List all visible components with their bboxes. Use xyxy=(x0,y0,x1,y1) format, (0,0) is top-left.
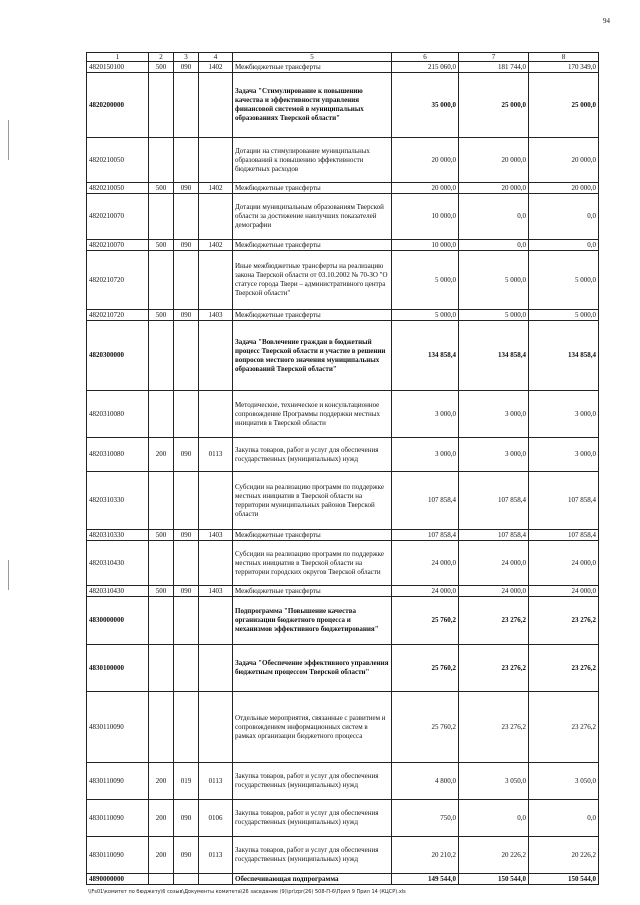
item-name-cell: Межбюджетные трансферты xyxy=(233,586,392,597)
item-name-cell: Закупка товаров, работ и услуг для обеспечения государственных (муниципальных) нужд xyxy=(233,438,392,472)
amount-year2-cell: 5 000,0 xyxy=(459,251,529,310)
department-cell xyxy=(174,541,199,586)
department-cell xyxy=(174,874,199,885)
amount-year3-cell: 20 000,0 xyxy=(529,138,599,183)
table-row xyxy=(87,73,599,138)
expense-type-cell xyxy=(149,597,174,645)
amount-year3-cell: 134 858,4 xyxy=(529,321,599,391)
amount-year2-cell: 23 276,2 xyxy=(459,692,529,763)
item-name-cell: Дотации муниципальным образованиям Тверской области за достижение наилучших показателей демографии xyxy=(233,194,392,240)
expense-type-cell: 500 xyxy=(149,240,174,251)
expense-type-cell xyxy=(149,391,174,438)
item-name-cell: Закупка товаров, работ и услуг для обеспечения государственных (муниципальных) нужд xyxy=(233,837,392,874)
amount-year1-cell: 20 000,0 xyxy=(392,138,459,183)
amount-year3-cell: 20 226,2 xyxy=(529,837,599,874)
budget-code-cell: 4830000000 xyxy=(87,597,149,645)
item-name-cell: Межбюджетные трансферты xyxy=(233,240,392,251)
header-cell: 8 xyxy=(529,53,599,62)
section-cell: 1403 xyxy=(199,310,233,321)
department-cell xyxy=(174,194,199,240)
amount-year1-cell: 10 000,0 xyxy=(392,194,459,240)
amount-year3-cell: 23 276,2 xyxy=(529,692,599,763)
department-cell: 090 xyxy=(174,240,199,251)
header-cell: 1 xyxy=(87,53,149,62)
budget-code-cell: 4820310330 xyxy=(87,530,149,541)
budget-code-cell: 4820210050 xyxy=(87,138,149,183)
expense-type-cell xyxy=(149,73,174,138)
table-row xyxy=(87,138,599,183)
budget-table xyxy=(86,52,599,885)
department-cell xyxy=(174,597,199,645)
budget-code-cell: 4820310430 xyxy=(87,586,149,597)
item-name-cell: Подпрограмма "Повышение качества организации бюджетного процесса и механизмов эффективного бюджетирования" xyxy=(233,597,392,645)
item-name-cell: Субсидии на реализацию программ по поддержке местных инициатив в Тверской области на территории муниципальных районов Тверской области xyxy=(233,472,392,530)
expense-type-cell: 200 xyxy=(149,800,174,837)
amount-year2-cell: 0,0 xyxy=(459,240,529,251)
budget-code-cell: 4830100000 xyxy=(87,645,149,692)
amount-year2-cell: 23 276,2 xyxy=(459,645,529,692)
expense-type-cell xyxy=(149,874,174,885)
amount-year2-cell: 150 544,0 xyxy=(459,874,529,885)
amount-year2-cell: 181 744,0 xyxy=(459,62,529,73)
expense-type-cell: 500 xyxy=(149,310,174,321)
item-name-cell: Методическое, техническое и консультационное сопровождение Программы поддержки местных инициатив в Тверской области xyxy=(233,391,392,438)
section-cell xyxy=(199,692,233,763)
amount-year3-cell: 107 858,4 xyxy=(529,472,599,530)
amount-year3-cell: 25 000,0 xyxy=(529,73,599,138)
table-row xyxy=(87,194,599,240)
department-cell xyxy=(174,645,199,692)
item-name-cell: Обеспечивающая подпрограмма xyxy=(233,874,392,885)
expense-type-cell: 200 xyxy=(149,763,174,800)
expense-type-cell xyxy=(149,251,174,310)
amount-year3-cell: 150 544,0 xyxy=(529,874,599,885)
budget-code-cell: 4820310430 xyxy=(87,541,149,586)
amount-year2-cell: 23 276,2 xyxy=(459,597,529,645)
amount-year1-cell: 3 000,0 xyxy=(392,391,459,438)
table-row xyxy=(87,62,599,73)
amount-year1-cell: 20 210,2 xyxy=(392,837,459,874)
amount-year2-cell: 24 000,0 xyxy=(459,541,529,586)
table-row xyxy=(87,645,599,692)
header-row xyxy=(87,53,599,62)
table-row xyxy=(87,472,599,530)
amount-year1-cell: 750,0 xyxy=(392,800,459,837)
header-cell: 4 xyxy=(199,53,233,62)
section-cell: 1403 xyxy=(199,586,233,597)
section-cell xyxy=(199,194,233,240)
section-cell xyxy=(199,472,233,530)
margin-mark xyxy=(8,120,9,160)
budget-code-cell: 4890000000 xyxy=(87,874,149,885)
amount-year1-cell: 35 000,0 xyxy=(392,73,459,138)
budget-code-cell: 4820310080 xyxy=(87,391,149,438)
amount-year1-cell: 107 858,4 xyxy=(392,530,459,541)
section-cell xyxy=(199,645,233,692)
table-row xyxy=(87,586,599,597)
amount-year2-cell: 25 000,0 xyxy=(459,73,529,138)
table-row xyxy=(87,800,599,837)
item-name-cell: Задача "Обеспечение эффективного управления бюджетным процессом Тверской области" xyxy=(233,645,392,692)
expense-type-cell xyxy=(149,645,174,692)
amount-year3-cell: 23 276,2 xyxy=(529,645,599,692)
section-cell xyxy=(199,73,233,138)
department-cell: 090 xyxy=(174,530,199,541)
section-cell xyxy=(199,138,233,183)
section-cell: 1403 xyxy=(199,530,233,541)
amount-year1-cell: 10 000,0 xyxy=(392,240,459,251)
amount-year1-cell: 24 000,0 xyxy=(392,586,459,597)
section-cell xyxy=(199,874,233,885)
amount-year3-cell: 3 000,0 xyxy=(529,391,599,438)
amount-year1-cell: 24 000,0 xyxy=(392,541,459,586)
budget-code-cell: 4820200000 xyxy=(87,73,149,138)
amount-year3-cell: 24 000,0 xyxy=(529,541,599,586)
expense-type-cell: 200 xyxy=(149,438,174,472)
department-cell: 090 xyxy=(174,438,199,472)
section-cell xyxy=(199,541,233,586)
expense-type-cell: 500 xyxy=(149,530,174,541)
budget-code-cell: 4820210720 xyxy=(87,251,149,310)
item-name-cell: Дотации на стимулирование муниципальных образований к повышению эффективности бюджетных расходов xyxy=(233,138,392,183)
amount-year1-cell: 215 060,0 xyxy=(392,62,459,73)
department-cell xyxy=(174,391,199,438)
amount-year2-cell: 20 000,0 xyxy=(459,138,529,183)
section-cell: 1402 xyxy=(199,183,233,194)
amount-year3-cell: 0,0 xyxy=(529,240,599,251)
budget-code-cell: 4820300000 xyxy=(87,321,149,391)
item-name-cell: Иные межбюджетные трансферты на реализацию закона Тверской области от 03.10.2002 № 70-ЗО "О статусе города Твери – административного центра Тверской области" xyxy=(233,251,392,310)
expense-type-cell xyxy=(149,541,174,586)
amount-year2-cell: 20 226,2 xyxy=(459,837,529,874)
item-name-cell: Задача "Стимулирование к повышению качества и эффективности управления финансовой системой в муниципальных образованиях Тверской области" xyxy=(233,73,392,138)
amount-year2-cell: 134 858,4 xyxy=(459,321,529,391)
amount-year3-cell: 3 050,0 xyxy=(529,763,599,800)
table-row xyxy=(87,530,599,541)
margin-mark xyxy=(8,560,9,590)
item-name-cell: Отдельные мероприятия, связанные с развитием и сопровождением информационных систем в рамках организации бюджетного процесса xyxy=(233,692,392,763)
section-cell: 1402 xyxy=(199,62,233,73)
amount-year2-cell: 3 000,0 xyxy=(459,391,529,438)
amount-year2-cell: 0,0 xyxy=(459,194,529,240)
department-cell xyxy=(174,692,199,763)
section-cell: 0106 xyxy=(199,800,233,837)
file-path-footer: \\Fs01\комитет по бюджету\6 созыв\Документы комитета\26 заседание (9)\pr\zpr(26) 508-П-6\Прил 9 Прил 14 (КЦСР).xls xyxy=(88,889,406,895)
budget-code-cell: 4820210070 xyxy=(87,240,149,251)
section-cell xyxy=(199,321,233,391)
expense-type-cell xyxy=(149,194,174,240)
section-cell: 0113 xyxy=(199,438,233,472)
table-row xyxy=(87,837,599,874)
budget-code-cell: 4820210720 xyxy=(87,310,149,321)
page-number: 94 xyxy=(603,17,610,25)
table-row xyxy=(87,391,599,438)
amount-year1-cell: 25 760,2 xyxy=(392,692,459,763)
expense-type-cell xyxy=(149,138,174,183)
item-name-cell: Межбюджетные трансферты xyxy=(233,183,392,194)
budget-code-cell: 4820310330 xyxy=(87,472,149,530)
amount-year3-cell: 5 000,0 xyxy=(529,251,599,310)
header-cell: 6 xyxy=(392,53,459,62)
amount-year1-cell: 107 858,4 xyxy=(392,472,459,530)
budget-code-cell: 4820210070 xyxy=(87,194,149,240)
section-cell xyxy=(199,597,233,645)
table-row xyxy=(87,763,599,800)
amount-year1-cell: 20 000,0 xyxy=(392,183,459,194)
department-cell xyxy=(174,138,199,183)
header-cell: 5 xyxy=(233,53,392,62)
expense-type-cell: 200 xyxy=(149,837,174,874)
amount-year3-cell: 107 858,4 xyxy=(529,530,599,541)
section-cell: 1402 xyxy=(199,240,233,251)
expense-type-cell: 500 xyxy=(149,62,174,73)
amount-year1-cell: 134 858,4 xyxy=(392,321,459,391)
expense-type-cell: 500 xyxy=(149,586,174,597)
budget-code-cell: 4830110090 xyxy=(87,763,149,800)
budget-code-cell: 4820150100 xyxy=(87,62,149,73)
amount-year2-cell: 24 000,0 xyxy=(459,586,529,597)
budget-code-cell: 4830110090 xyxy=(87,692,149,763)
budget-code-cell: 4830110090 xyxy=(87,837,149,874)
amount-year2-cell: 107 858,4 xyxy=(459,472,529,530)
section-cell xyxy=(199,391,233,438)
header-cell: 7 xyxy=(459,53,529,62)
item-name-cell: Субсидии на реализацию программ по поддержке местных инициатив в Тверской области на территории городских округов Тверской области xyxy=(233,541,392,586)
department-cell xyxy=(174,472,199,530)
department-cell xyxy=(174,321,199,391)
department-cell xyxy=(174,73,199,138)
amount-year2-cell: 20 000,0 xyxy=(459,183,529,194)
department-cell: 019 xyxy=(174,763,199,800)
amount-year1-cell: 5 000,0 xyxy=(392,310,459,321)
item-name-cell: Задача "Вовлечение граждан в бюджетный процесс Тверской области и участие в решении вопросов местного значения муниципальных образований Тверской области" xyxy=(233,321,392,391)
amount-year3-cell: 0,0 xyxy=(529,800,599,837)
amount-year3-cell: 23 276,2 xyxy=(529,597,599,645)
item-name-cell: Межбюджетные трансферты xyxy=(233,310,392,321)
amount-year2-cell: 3 050,0 xyxy=(459,763,529,800)
department-cell: 090 xyxy=(174,62,199,73)
table-row xyxy=(87,438,599,472)
section-cell xyxy=(199,251,233,310)
amount-year1-cell: 149 544,0 xyxy=(392,874,459,885)
table-row xyxy=(87,321,599,391)
budget-code-cell: 4830110090 xyxy=(87,800,149,837)
header-cell: 2 xyxy=(149,53,174,62)
department-cell: 090 xyxy=(174,310,199,321)
department-cell: 090 xyxy=(174,837,199,874)
amount-year2-cell: 107 858,4 xyxy=(459,530,529,541)
amount-year3-cell: 24 000,0 xyxy=(529,586,599,597)
department-cell: 090 xyxy=(174,800,199,837)
amount-year1-cell: 25 760,2 xyxy=(392,597,459,645)
expense-type-cell: 500 xyxy=(149,183,174,194)
item-name-cell: Закупка товаров, работ и услуг для обеспечения государственных (муниципальных) нужд xyxy=(233,763,392,800)
budget-code-cell: 4820310080 xyxy=(87,438,149,472)
department-cell: 090 xyxy=(174,586,199,597)
amount-year3-cell: 0,0 xyxy=(529,194,599,240)
amount-year2-cell: 3 000,0 xyxy=(459,438,529,472)
table-row xyxy=(87,310,599,321)
amount-year1-cell: 3 000,0 xyxy=(392,438,459,472)
item-name-cell: Межбюджетные трансферты xyxy=(233,530,392,541)
item-name-cell: Межбюджетные трансферты xyxy=(233,62,392,73)
amount-year2-cell: 0,0 xyxy=(459,800,529,837)
amount-year1-cell: 5 000,0 xyxy=(392,251,459,310)
amount-year3-cell: 20 000,0 xyxy=(529,183,599,194)
section-cell: 0113 xyxy=(199,763,233,800)
expense-type-cell xyxy=(149,472,174,530)
amount-year2-cell: 5 000,0 xyxy=(459,310,529,321)
table-row xyxy=(87,692,599,763)
amount-year3-cell: 170 349,0 xyxy=(529,62,599,73)
table-row xyxy=(87,251,599,310)
table-row xyxy=(87,597,599,645)
expense-type-cell xyxy=(149,692,174,763)
table-row xyxy=(87,874,599,885)
table-row xyxy=(87,541,599,586)
amount-year3-cell: 3 000,0 xyxy=(529,438,599,472)
expense-type-cell xyxy=(149,321,174,391)
department-cell xyxy=(174,251,199,310)
table-row xyxy=(87,183,599,194)
amount-year3-cell: 5 000,0 xyxy=(529,310,599,321)
section-cell: 0113 xyxy=(199,837,233,874)
item-name-cell: Закупка товаров, работ и услуг для обеспечения государственных (муниципальных) нужд xyxy=(233,800,392,837)
department-cell: 090 xyxy=(174,183,199,194)
header-cell: 3 xyxy=(174,53,199,62)
amount-year1-cell: 25 760,2 xyxy=(392,645,459,692)
budget-code-cell: 4820210050 xyxy=(87,183,149,194)
table-row xyxy=(87,240,599,251)
amount-year1-cell: 4 800,0 xyxy=(392,763,459,800)
